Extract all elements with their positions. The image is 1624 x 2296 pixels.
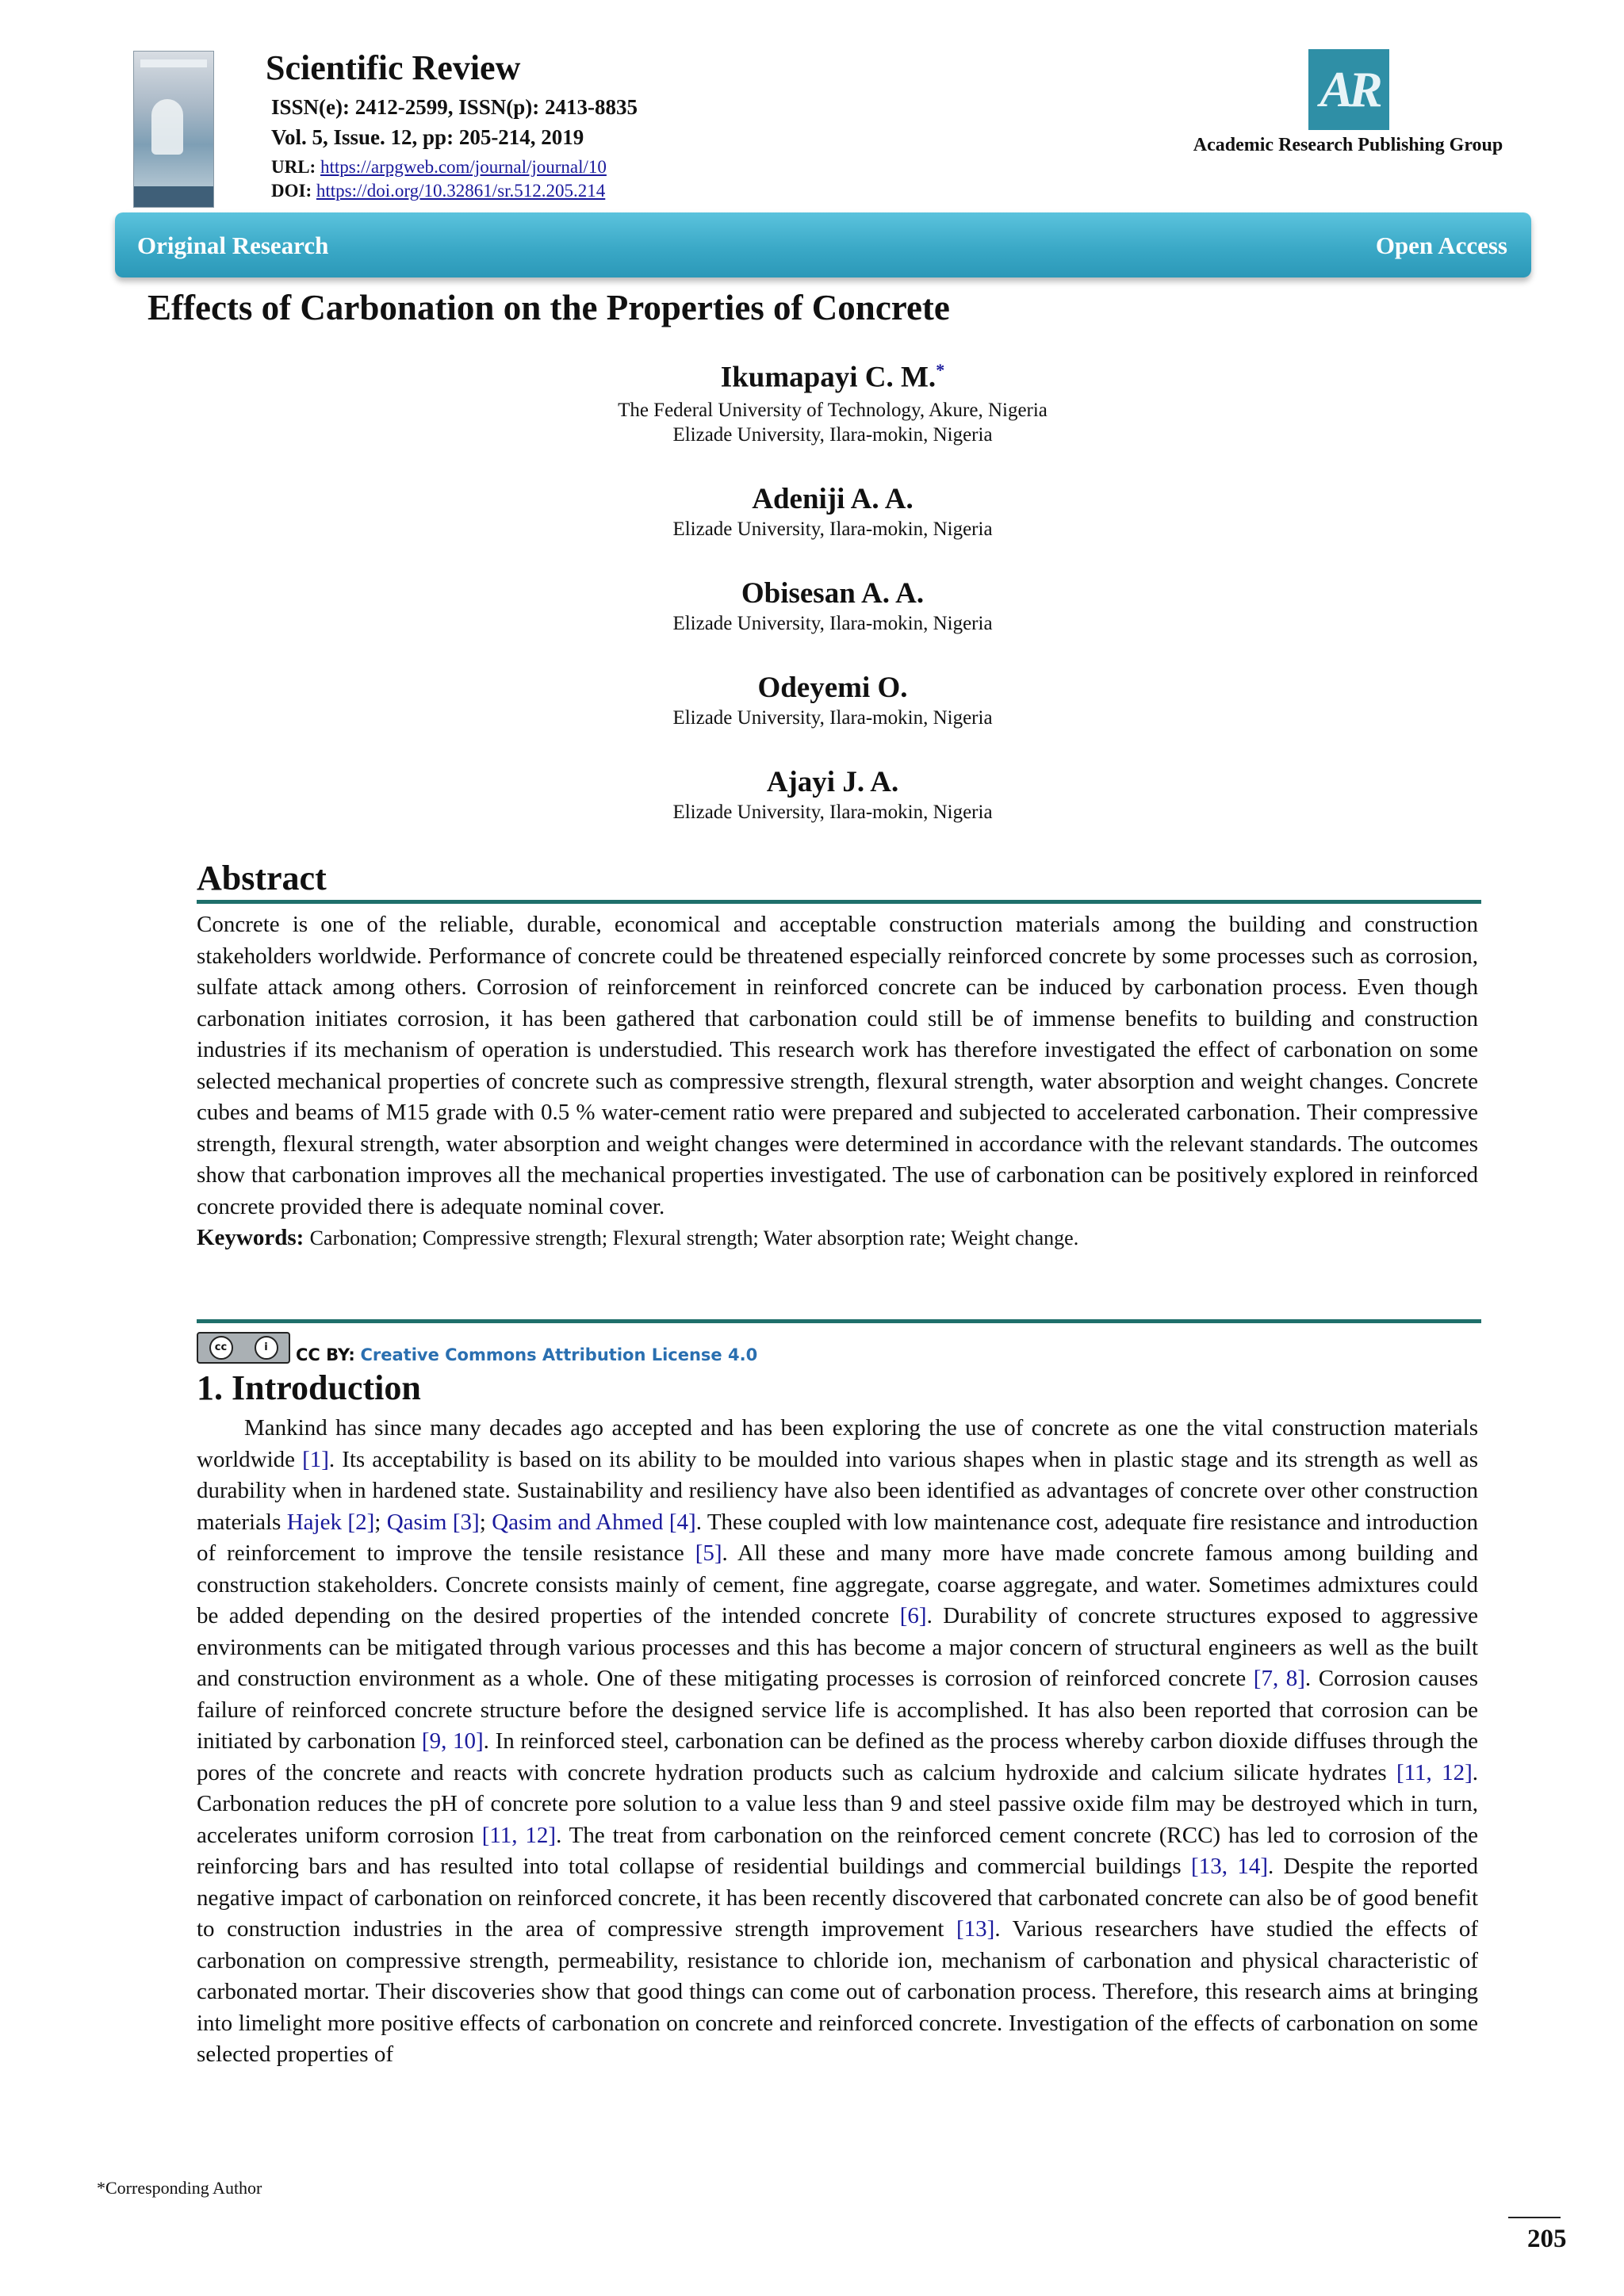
introduction-body	[197, 1413, 1478, 2071]
license-line	[296, 1345, 757, 1364]
citation-link[interactable]: [13, 14]	[1191, 1854, 1268, 1879]
journal-url-link[interactable]: https://arpgweb.com/journal/journal/10	[320, 157, 607, 177]
author-affiliation: Elizade University, Ilara-mokin, Nigeria	[672, 424, 993, 446]
cc-license-icon[interactable]: cc i	[197, 1332, 290, 1364]
license-label: CC BY:	[296, 1345, 355, 1364]
author-affiliation: Elizade University, Ilara-mokin, Nigeria	[672, 802, 993, 823]
intro-text-run: ;	[479, 1509, 492, 1535]
doi-line	[271, 181, 605, 201]
abstract-bottom-rule	[197, 1319, 1481, 1323]
intro-text-run: . All these and many more have made concrete famous among building and construction stakeholders. Concrete consists mainly of cement, fine aggregate, coarse aggregate, and water. Sometimes admixtures could be added depending on the desired properties of the intended concrete	[197, 1540, 1478, 1628]
issn: ISSN(e): 2412-2599, ISSN(p): 2413-8835	[271, 95, 638, 119]
paper-title: Effects of Carbonation on the Properties of Concrete	[147, 288, 950, 327]
intro-text-run: . Carbonation reduces the pH of concrete pore solution to a value less than 9 and steel passive oxide film may be destroyed which in turn, accelerates uniform corrosion	[197, 1759, 1478, 1848]
keywords-label: Keywords:	[197, 1225, 304, 1250]
page-number-rule	[1508, 2217, 1561, 2218]
intro-text-run: . The treat from carbonation on the reinforced cement concrete (RCC) has led to corrosion of the reinforcing bars and has resulted into total collapse of residential buildings and commercial buildings	[197, 1822, 1478, 1879]
author-name: Ajayi J. A.	[766, 766, 899, 798]
publisher-name: Academic Research Publishing Group	[1193, 135, 1503, 155]
citation-link[interactable]: [13]	[956, 1916, 995, 1942]
intro-text-run: . Corrosion causes failure of reinforced concrete structure before the designed service life is accomplished. It has also been reported that corrosion can be initiated by carbonation	[197, 1666, 1478, 1754]
abstract-top-rule	[197, 900, 1481, 904]
journal-title: Scientific Review	[266, 48, 521, 87]
abstract-body	[197, 909, 1478, 1254]
intro-text-run: Mankind has since many decades ago accepted and has been exploring the use of concrete as one the vital construction materials worldwide	[197, 1415, 1478, 1472]
intro-text-run: ;	[374, 1509, 387, 1535]
license-link[interactable]: Creative Commons Attribution License 4.0	[360, 1345, 758, 1364]
article-type-banner	[115, 212, 1531, 277]
page-number: 205	[1527, 2225, 1567, 2253]
author-name: Obisesan A. A.	[741, 577, 925, 610]
intro-text-run: . Its acceptability is based on its ability to be moulded into various shapes when in plastic stage and its strength as well as durability when in hardened state. Sustainability and resiliency have also been identified as advantages of concrete over other construction materials	[197, 1446, 1478, 1535]
open-access-label: Open Access	[1375, 232, 1507, 259]
citation-link[interactable]: [9, 10]	[421, 1728, 484, 1754]
intro-text-run: . These coupled with low maintenance cost, adequate fire resistance and introduction of reinforcement to improve the tensile resistance	[197, 1509, 1479, 1566]
intro-text-run: . Despite the reported negative impact of carbonation on reinforced concrete, it has been recently discovered that carbonated concrete can also be of good benefit to construction industries in the area of compressive strength improvement	[197, 1854, 1478, 1942]
citation-link[interactable]: [6]	[899, 1603, 927, 1628]
article-type-label: Original Research	[137, 232, 329, 259]
author-affiliation: Elizade University, Ilara-mokin, Nigeria	[672, 613, 993, 634]
citation-link[interactable]: [11, 12]	[481, 1822, 557, 1848]
author-affiliation: Elizade University, Ilara-mokin, Nigeria	[672, 707, 993, 729]
citation-link[interactable]: Hajek [2]	[286, 1509, 375, 1535]
citation-link[interactable]: [7, 8]	[1253, 1666, 1305, 1691]
footnote: *Corresponding Author	[97, 2178, 262, 2198]
author-name: Odeyemi O.	[757, 672, 908, 704]
intro-text-run: . In reinforced steel, carbonation can be defined as the process whereby carbon dioxide diffuses through the pores of the concrete and reacts with concrete hydration products such as calcium hydroxide and calcium silicate hydrates	[197, 1728, 1478, 1785]
url-line	[271, 157, 607, 178]
intro-text-run: . Durability of concrete structures exposed to aggressive environments can be mitigated through various processes and this has become a major concern of structural engineers as well as the built and construction environment as a whole. One of these mitigating processes is corrosion of reinforced concrete	[197, 1603, 1478, 1691]
url-label: URL:	[271, 157, 316, 177]
intro-text-run: . Various researchers have studied the effects of carbonation on compressive strength, permeability, resistance to chloride ion, mechanism of carbonation and physical characteristic of carbonated mortar. Their discoveries show that good things can come out of carbonation process. Therefore, this research aims at bringing into limelight more positive effects of carbonation on concrete and reinforced concrete. Investigation of the effects of carbonation on some selected properties of	[197, 1916, 1478, 2067]
citation-link[interactable]: [11, 12]	[1396, 1759, 1473, 1785]
citation-link[interactable]: Qasim and Ahmed [4]	[492, 1509, 696, 1535]
volume-info: Vol. 5, Issue. 12, pp: 205-214, 2019	[271, 125, 584, 149]
doi-link[interactable]: https://doi.org/10.32861/sr.512.205.214	[316, 181, 606, 201]
author-affiliation: The Federal University of Technology, Akure, Nigeria	[618, 400, 1048, 421]
citation-link[interactable]: [1]	[302, 1446, 329, 1472]
author-affiliation: Elizade University, Ilara-mokin, Nigeria	[672, 519, 993, 540]
publisher-logo: AR	[1308, 49, 1389, 130]
abstract-heading: Abstract	[197, 859, 327, 897]
author-name: Ikumapayi C. M.*	[720, 360, 945, 394]
keywords-text: Carbonation; Compressive strength; Flexural strength; Water absorption rate; Weight change.	[309, 1226, 1079, 1249]
introduction-heading: 1. Introduction	[197, 1368, 421, 1407]
corresponding-author-mark: *	[936, 360, 945, 380]
citation-link[interactable]: [5]	[695, 1540, 722, 1566]
citation-link[interactable]: Qasim [3]	[386, 1509, 480, 1535]
doi-label: DOI:	[271, 181, 312, 201]
journal-cover-image	[133, 51, 214, 208]
author-name: Adeniji A. A.	[752, 483, 914, 515]
abstract-text: Concrete is one of the reliable, durable, economical and acceptable construction materials among the building and construction stakeholders worldwide. Performance of concrete could be threatened especially reinforced concrete by some processes such as corrosion, sulfate attack among others. Corrosion of reinforcement in reinforced concrete can be induced by carbonation process. Even though carbonation initiates corrosion, it has been gathered that carbonation could still be of immense benefits to building and construction industries if its mechanism of operation is understudied. This research work has therefore investigated the effect of carbonation on some selected mechanical properties of concrete such as compressive strength, flexural strength, water absorption and weight changes. Concrete cubes and beams of M15 grade with 0.5 % water-cement ratio were prepared and subjected to accelerated carbonation. Their compressive strength, flexural strength, water absorption and weight changes were determined in accordance with the relevant standards. The outcomes show that carbonation improves all the mechanical properties investigated. The use of carbonation can be positively explored in reinforced concrete provided there is adequate nominal cover.	[197, 912, 1478, 1219]
